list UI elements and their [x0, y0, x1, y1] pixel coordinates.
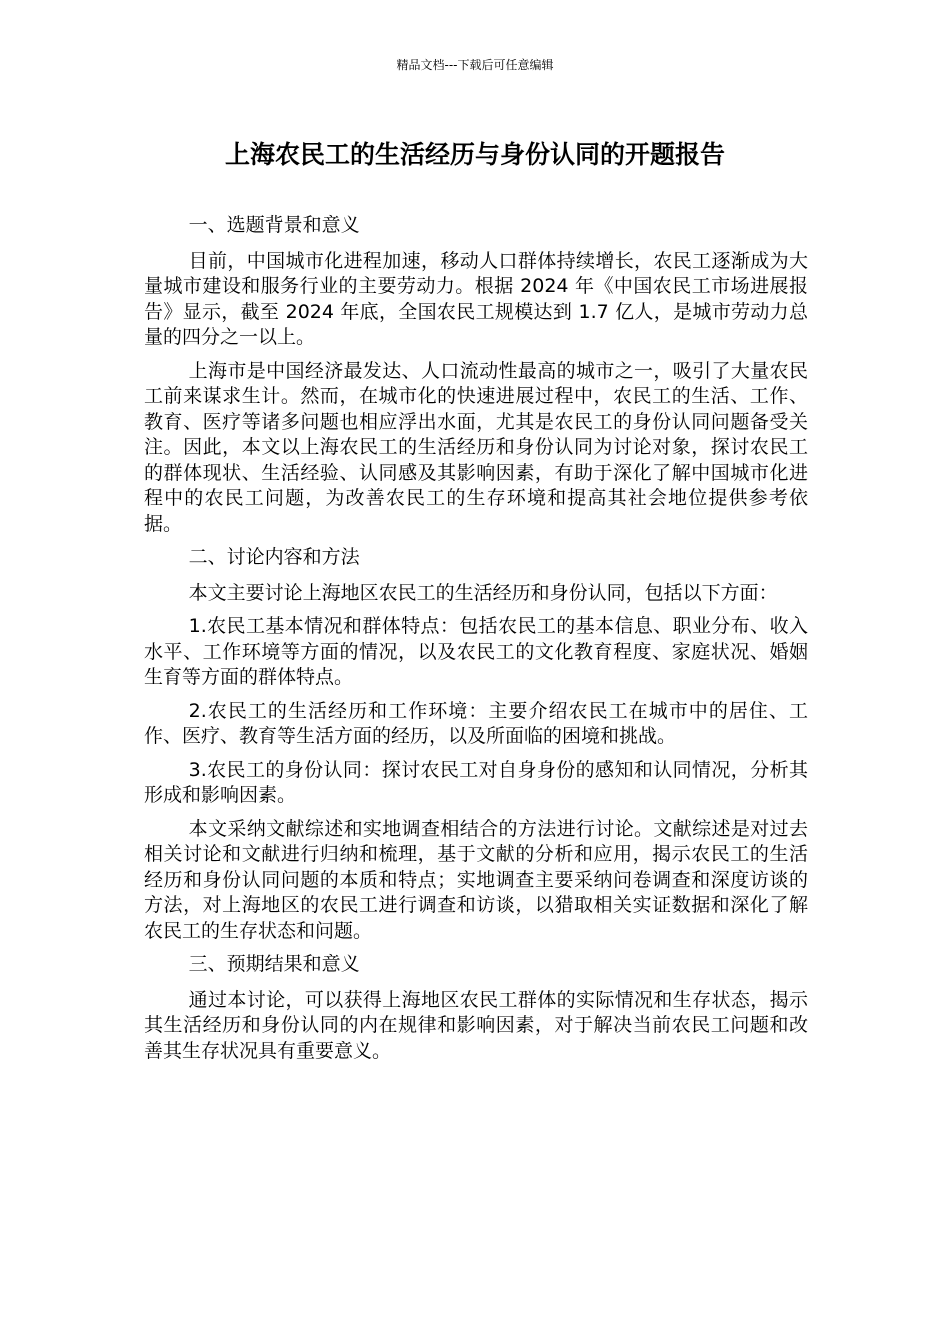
paragraph-background-2: 上海市是中国经济最发达、人口流动性最高的城市之一，吸引了大量农民工前来谋求生计。然而，在城市化的快速进展过程中，农民工的生活、工作、教育、医疗等诸多问题也相应浮出水面，尤其是农民工的身份认同问题备受关注。因此，本文以上海农民工的生活经历和身份认同为讨论对象，探讨农民工的群体现状、生活经验、认同感及其影响因素，有助于深化了解中国城市化进程中的农民工问题，为改善农民工的生存环境和提高其社会地位提供参考依据。 [144, 359, 808, 535]
section-heading-background: 一、选题背景和意义 [188, 214, 360, 236]
list-item-1: 1.农民工基本情况和群体特点：包括农民工的基本信息、职业分布、收入水平、工作环境等方面的情况，以及农民工的文化教育程度、家庭状况、婚姻生育等方面的群体特点。 [144, 615, 808, 688]
document-body [144, 213, 808, 1072]
section-heading-content-method: 二、讨论内容和方法 [188, 546, 360, 568]
paragraph-background-1: 目前，中国城市化进程加速，移动人口群体持续增长，农民工逐渐成为大量城市建设和服务行业的主要劳动力。根据 2024 年《中国农民工市场进展报告》显示，截至 2024 年底，全国农民工规模达到 1.7 亿人，是城市劳动力总量的四分之一以上。 [144, 249, 808, 348]
list-item-3: 3.农民工的身份认同：探讨农民工对自身身份的感知和认同情况，分析其形成和影响因素。 [144, 758, 808, 806]
list-item-2: 2.农民工的生活经历和工作环境：主要介绍农民工在城市中的居住、工作、医疗、教育等生活方面的经历，以及所面临的困境和挑战。 [144, 699, 808, 747]
paragraph-content-intro: 本文主要讨论上海地区农民工的生活经历和身份认同，包括以下方面： [188, 581, 778, 604]
paragraph-expected-results: 通过本讨论，可以获得上海地区农民工群体的实际情况和生存状态，揭示其生活经历和身份认同的内在规律和影响因素，对于解决当前农民工问题和改善其生存状况具有重要意义。 [144, 988, 808, 1062]
page-header: 精品文档---下载后可任意编辑 [396, 58, 554, 72]
section-heading-expected-results: 三、预期结果和意义 [188, 953, 360, 975]
paragraph-method: 本文采纳文献综述和实地调查相结合的方法进行讨论。文献综述是对过去相关讨论和文献进行归纳和梳理，基于文献的分析和应用，揭示农民工的生活经历和身份认同问题的本质和特点；实地调查主要采纳问卷调查和深度访谈的方法，对上海地区的农民工进行调查和访谈，以猎取相关实证数据和深化了解农民工的生存状态和问题。 [144, 817, 808, 942]
document-title: 上海农民工的生活经历与身份认同的开题报告 [224, 140, 725, 169]
